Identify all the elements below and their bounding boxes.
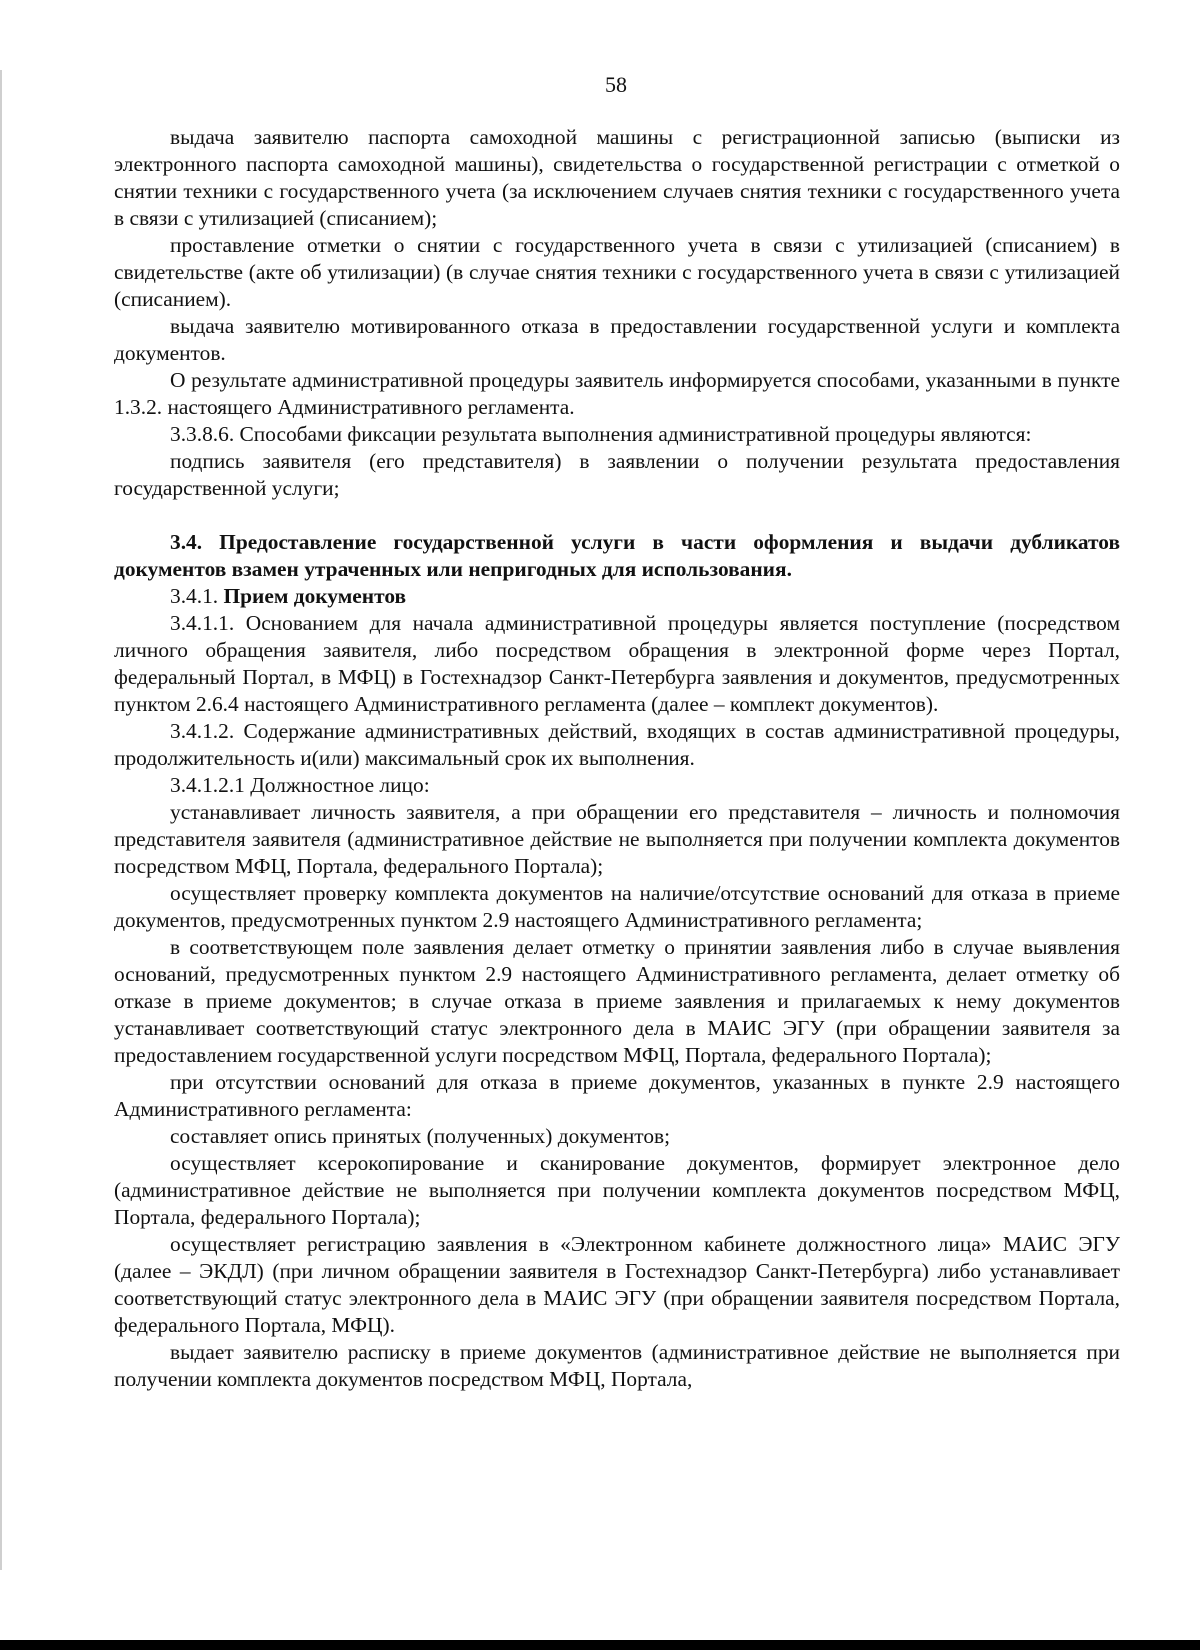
paragraph: осуществляет регистрацию заявления в «Электронном кабинете должностного лица» МАИС ЭГУ (далее – ЭКДЛ) (при личном обращении заявителя в Гостехнадзор Санкт-Петербурга) либо устанавливает соответствующий статус электронного дела в МАИС ЭГУ (при обращении заявителя посредством Портала, федерального Портала, МФЦ).	[114, 1232, 1120, 1337]
subsection-title: Прием документов	[223, 584, 407, 608]
paragraph: 3.4.1.2. Содержание административных действий, входящих в состав административной процедуры, продолжительность и(или) максимальный срок их выполнения.	[114, 719, 1120, 770]
paragraph: в соответствующем поле заявления делает отметку о принятии заявления либо в случае выявления оснований, предусмотренных пунктом 2.9 настоящего Административного регламента, делает отметку об отказе в приеме документов; в случае отказа в приеме заявления и прилагаемых к нему документов устанавливает соответствующий статус электронного дела в МАИС ЭГУ (при обращении заявителя за предоставлением государственной услуги посредством МФЦ, Портала, федерального Портала);	[114, 935, 1120, 1067]
paragraph: 3.4.1.1. Основанием для начала административной процедуры является поступление (посредством личного обращения заявителя, либо посредством обращения в электронной форме через Портал, федеральный Портал, в МФЦ) в Гостехнадзор Санкт-Петербурга заявления и документов, предусмотренных пунктом 2.6.4 настоящего Административного регламента (далее – комплект документов).	[114, 611, 1120, 716]
page-number: 58	[605, 72, 627, 97]
paragraph: составляет опись принятых (полученных) документов;	[170, 1124, 671, 1148]
scan-bottom-edge	[0, 1640, 1200, 1650]
paragraph: при отсутствии оснований для отказа в приеме документов, указанных в пункте 2.9 настоящего Административного регламента:	[114, 1070, 1120, 1121]
paragraph: выдача заявителю мотивированного отказа в предоставлении государственной услуги и комплекта документов.	[114, 314, 1120, 365]
paragraph: выдает заявителю расписку в приеме документов (административное действие не выполняется при получении комплекта документов посредством МФЦ, Портала,	[114, 1340, 1120, 1391]
paragraph: устанавливает личность заявителя, а при обращении его представителя – личность и полномочия представителя заявителя (административное действие не выполняется при получении комплекта документов посредством МФЦ, Портала, федерального Портала);	[114, 800, 1120, 878]
paragraph: осуществляет ксерокопирование и сканирование документов, формирует электронное дело (административное действие не выполняется при получении комплекта документов посредством МФЦ, Портала, федерального Портала);	[114, 1151, 1120, 1229]
paragraph: подпись заявителя (его представителя) в заявлении о получении результата предоставления государственной услуги;	[114, 449, 1120, 500]
paragraph: 3.3.8.6. Способами фиксации результата выполнения административной процедуры являются:	[170, 422, 1032, 446]
subsection-number: 3.4.1.	[170, 584, 219, 608]
paragraph: выдача заявителю паспорта самоходной машины с регистрационной записью (выписки из электронного паспорта самоходной машины), свидетельства о государственной регистрации с отметкой о снятии техники с государственного учета (за исключением случаев снятия техники с государственного учета в связи с утилизацией (списанием);	[114, 125, 1120, 230]
paragraph: 3.4.1.2.1 Должностное лицо:	[170, 773, 430, 797]
paragraph: О результате административной процедуры заявитель информируется способами, указанными в пункте 1.3.2. настоящего Административного регламента.	[114, 368, 1120, 419]
scan-left-edge	[0, 70, 2, 1570]
subsection-heading	[114, 583, 1120, 610]
section-heading: 3.4. Предоставление государственной услуги в части оформления и выдачи дубликатов документов взамен утраченных или непригодных для использования.	[114, 530, 1120, 581]
document-body	[114, 124, 1120, 1393]
paragraph: проставление отметки о снятии с государственного учета в связи с утилизацией (списанием) в свидетельстве (акте об утилизации) (в случае снятия техники с государственного учета в связи с утилизацией (списанием).	[114, 233, 1120, 311]
paragraph: осуществляет проверку комплекта документов на наличие/отсутствие оснований для отказа в приеме документов, предусмотренных пунктом 2.9 настоящего Административного регламента;	[114, 881, 1120, 932]
